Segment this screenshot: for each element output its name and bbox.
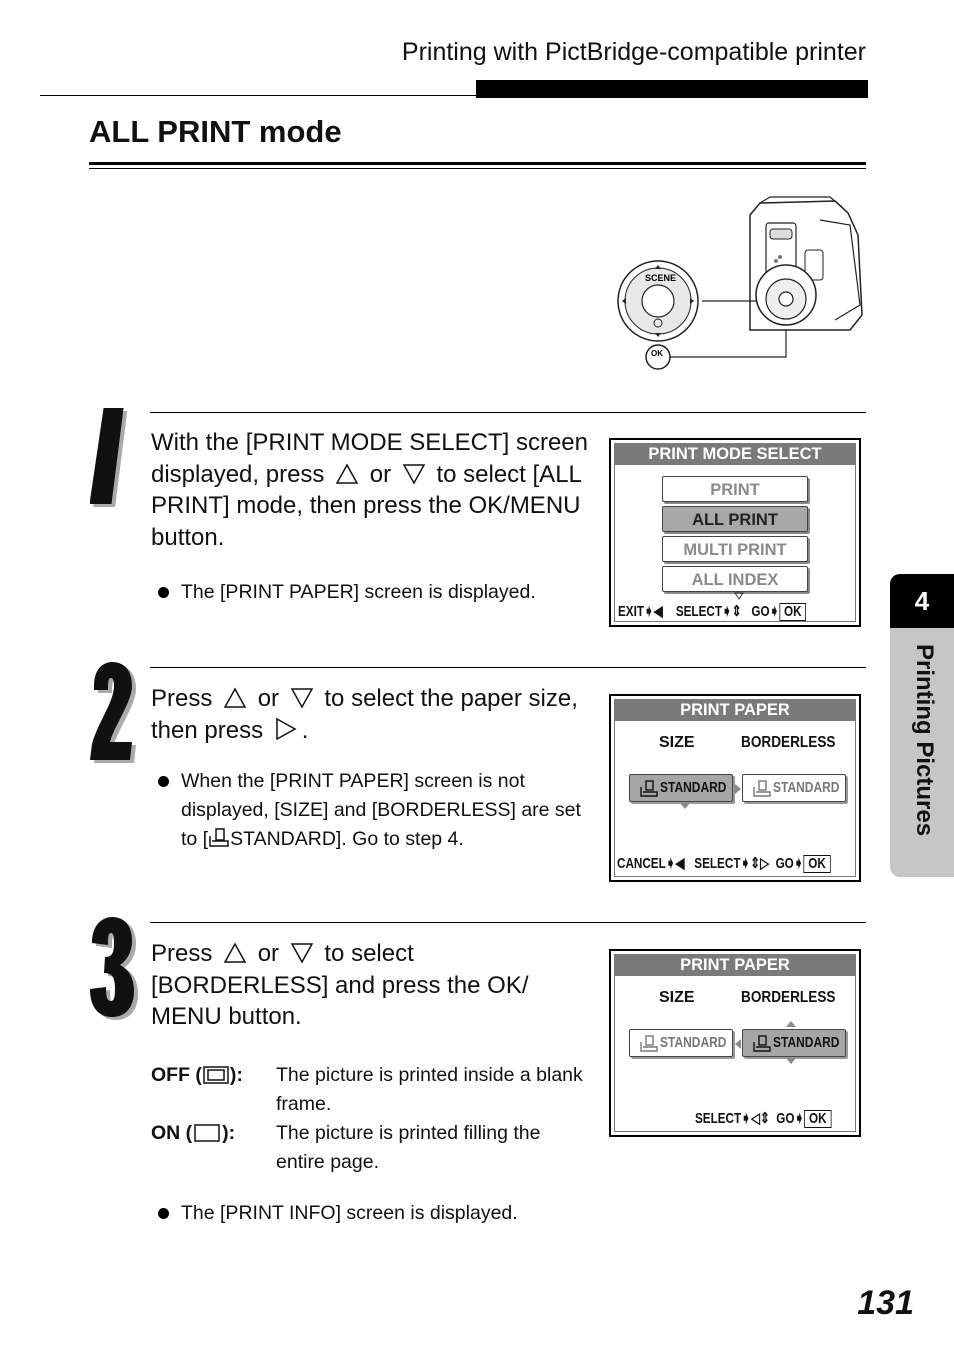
scroll-down-indicator-icon — [734, 592, 744, 600]
up-arrow-icon — [223, 942, 247, 964]
size-value: STANDARD — [660, 1034, 727, 1051]
step-2-text-a: Press — [151, 685, 213, 712]
step-2-note — [155, 767, 595, 854]
down-arrow-icon — [290, 942, 314, 964]
step-3-or: or — [257, 940, 280, 967]
size-value: STANDARD — [660, 779, 727, 796]
step-3-note-text: The [PRINT INFO] screen is displayed. — [181, 1202, 518, 1224]
screen-title: PRINT PAPER — [614, 699, 856, 721]
scene-label: SCENE — [645, 273, 677, 283]
chapter-number: 4 — [890, 574, 954, 628]
footer-exit: EXIT — [618, 603, 645, 620]
screen-title: PRINT MODE SELECT — [614, 443, 856, 465]
bullet-icon — [158, 587, 169, 598]
borderless-value: STANDARD — [773, 779, 840, 796]
on-description: The picture is printed filling the entire page. — [276, 1122, 541, 1173]
up-arrow-icon — [335, 463, 359, 485]
step-2-text-b: to select the paper size, then press — [151, 685, 578, 744]
screen-footer: EXIT➧◀ SELECT➧⇕ GO➧ OK — [618, 602, 806, 621]
down-arrow-icon — [402, 463, 426, 485]
borderless-frame-icon — [192, 1123, 222, 1143]
footer-go: GO — [776, 1110, 795, 1127]
step-3-text-b: to select [BORDERLESS] and press the OK/ MENU button. — [151, 940, 529, 1030]
menu-item-all-print[interactable]: ALL PRINT — [662, 506, 808, 532]
borderless-value: STANDARD — [773, 1034, 840, 1051]
page-number: 131 — [857, 1284, 914, 1322]
step-number-1 — [90, 404, 160, 508]
title-rule-thin — [89, 168, 866, 169]
footer-select: SELECT — [694, 855, 741, 872]
step-rule — [150, 412, 866, 413]
on-term-b: ): — [222, 1122, 236, 1144]
off-description: The picture is printed inside a blank frame. — [276, 1064, 583, 1115]
step-1-note — [155, 578, 536, 607]
size-column-label: SIZE — [659, 734, 695, 751]
footer-select: SELECT — [695, 1110, 742, 1127]
screen-footer: SELECT➧◁⇕ GO➧ OK — [695, 1109, 831, 1128]
borderless-column-label: BORDERLESS — [741, 734, 836, 751]
step-2-instruction — [151, 683, 591, 746]
standard-paper-icon — [640, 780, 658, 798]
up-pointer-icon — [785, 1020, 797, 1028]
step-2-or: or — [257, 685, 280, 712]
down-arrow-icon — [290, 687, 314, 709]
borderless-option[interactable] — [742, 774, 846, 802]
step-2-note-text — [181, 767, 595, 854]
title-rule — [89, 162, 866, 165]
step-2-note-text-b: STANDARD]. Go to step 4. — [230, 828, 464, 850]
off-term-b: ): — [229, 1064, 243, 1086]
step-3-instruction — [151, 938, 591, 1033]
screen-footer: CANCEL➧◀ SELECT➧⇕▷ GO➧ OK — [617, 854, 831, 873]
section-title: ALL PRINT mode — [89, 114, 342, 149]
up-arrow-icon — [223, 687, 247, 709]
step-1-text-b: to select [ALL PRINT] mode, then press the OK/MENU button. — [151, 460, 581, 551]
step-3-text-a: Press — [151, 940, 213, 967]
ok-label: OK — [651, 349, 663, 358]
footer-ok: OK — [804, 1110, 831, 1128]
print-paper-screen — [609, 694, 861, 882]
right-pointer-icon — [734, 783, 742, 795]
step-number-3 — [88, 915, 158, 1023]
step-1-or: or — [369, 460, 392, 488]
menu-item-print[interactable]: PRINT — [662, 476, 808, 502]
step-rule — [150, 922, 866, 923]
step-1-note-text: The [PRINT PAPER] screen is displayed. — [181, 581, 536, 603]
step-2-note-text-a: When the [PRINT PAPER] screen is not displayed, [SIZE] and [BORDERLESS] are set to [ — [181, 770, 581, 850]
step-rule — [150, 667, 866, 668]
screen-title: PRINT PAPER — [614, 954, 856, 976]
size-column-label: SIZE — [659, 989, 695, 1006]
print-paper-borderless-screen — [609, 949, 861, 1137]
step-1-text-a: With the [PRINT MODE SELECT] screen displayed, press — [151, 429, 589, 488]
running-header: Printing with PictBridge-compatible printer — [401, 38, 866, 66]
camera-illustration — [610, 195, 866, 375]
right-arrow-icon — [274, 717, 298, 741]
down-pointer-icon — [679, 802, 691, 810]
bordered-frame-icon — [202, 1065, 230, 1085]
off-term-a: OFF ( — [151, 1064, 202, 1086]
print-mode-select-screen — [609, 438, 861, 627]
footer-go: GO — [751, 603, 770, 620]
footer-cancel: CANCEL — [617, 855, 666, 872]
header-bar — [476, 80, 868, 98]
left-pointer-icon — [734, 1038, 742, 1050]
on-term — [151, 1122, 235, 1145]
step-1-instruction — [151, 427, 591, 553]
bullet-icon — [158, 776, 169, 787]
bullet-icon — [158, 1208, 169, 1219]
on-term-a: ON ( — [151, 1122, 193, 1144]
borderless-column-label: BORDERLESS — [741, 989, 836, 1006]
off-term — [151, 1064, 243, 1087]
footer-ok: OK — [779, 603, 806, 621]
step-3-note — [155, 1199, 518, 1228]
size-option[interactable] — [629, 774, 733, 802]
standard-paper-icon — [753, 1035, 771, 1053]
standard-paper-icon — [640, 1035, 658, 1053]
down-pointer-icon — [785, 1057, 797, 1065]
standard-paper-icon — [753, 780, 771, 798]
footer-select: SELECT — [675, 603, 722, 620]
step-number-2 — [88, 660, 158, 766]
header-rule — [40, 95, 476, 96]
size-option[interactable] — [629, 1029, 733, 1057]
chapter-label: Printing Pictures — [911, 644, 938, 837]
menu-item-all-index[interactable]: ALL INDEX — [662, 566, 808, 592]
footer-ok: OK — [804, 855, 831, 873]
borderless-option[interactable] — [742, 1029, 846, 1057]
menu-item-multi-print[interactable]: MULTI PRINT — [662, 536, 808, 562]
step-2-text-c: . — [301, 716, 309, 744]
standard-paper-icon — [208, 828, 230, 848]
footer-go: GO — [775, 855, 794, 872]
